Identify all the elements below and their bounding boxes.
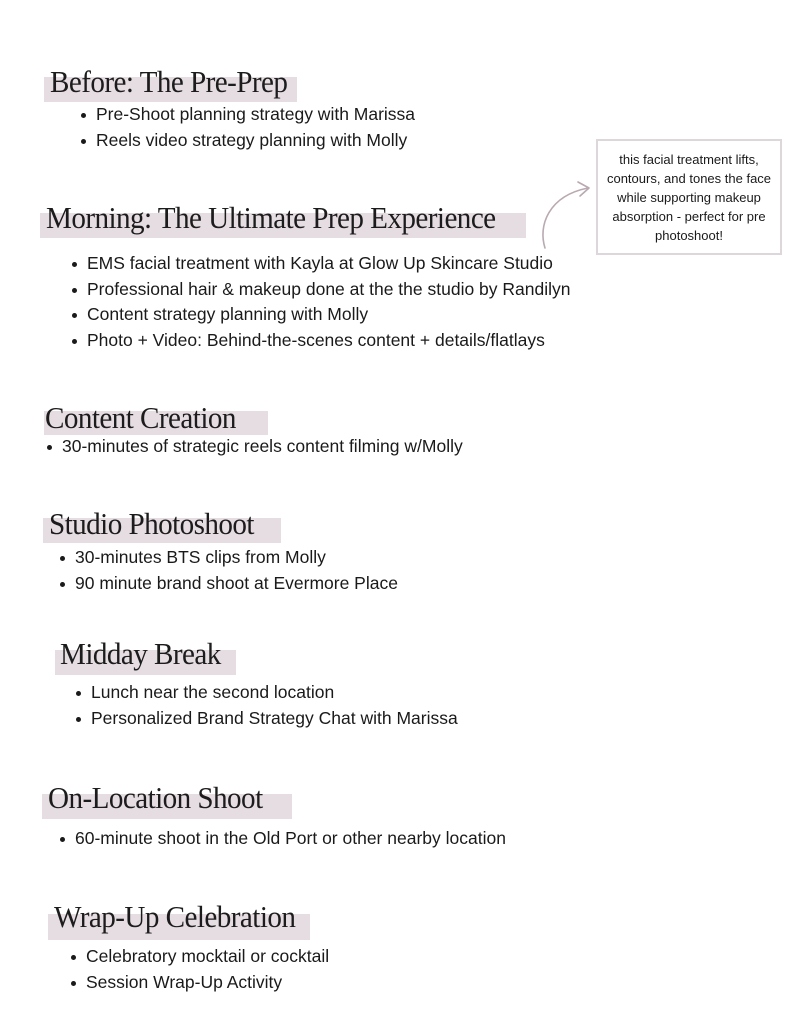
section-heading: Before: The Pre-Prep xyxy=(50,64,288,99)
section-heading: On-Location Shoot xyxy=(48,780,263,815)
list-item: Reels video strategy planning with Molly xyxy=(78,128,415,154)
list-item: 60-minute shoot in the Old Port or other nearby location xyxy=(57,826,506,852)
section-heading: Wrap-Up Celebration xyxy=(54,899,296,934)
bullet-list xyxy=(69,251,571,353)
section-heading: Morning: The Ultimate Prep Experience xyxy=(46,200,496,235)
bullet-list xyxy=(57,826,506,852)
list-item: Professional hair & makeup done at the the studio by Randilyn xyxy=(69,277,571,303)
bullet-list xyxy=(78,102,415,153)
bullet-list xyxy=(57,545,398,596)
annotation-note xyxy=(596,139,782,255)
section-heading: Content Creation xyxy=(45,400,236,435)
list-item: 90 minute brand shoot at Evermore Place xyxy=(57,571,398,597)
list-item: Session Wrap-Up Activity xyxy=(68,970,329,996)
list-item: Content strategy planning with Molly xyxy=(69,302,571,328)
bullet-list xyxy=(73,680,458,731)
bullet-list xyxy=(44,434,463,460)
list-item: Personalized Brand Strategy Chat with Marissa xyxy=(73,706,458,732)
section-heading: Studio Photoshoot xyxy=(49,506,254,541)
bullet-list xyxy=(68,944,329,995)
list-item: EMS facial treatment with Kayla at Glow Up Skincare Studio xyxy=(69,251,571,277)
list-item: Celebratory mocktail or cocktail xyxy=(68,944,329,970)
list-item: Pre-Shoot planning strategy with Marissa xyxy=(78,102,415,128)
list-item: 30-minutes BTS clips from Molly xyxy=(57,545,398,571)
curved-arrow-icon xyxy=(536,180,596,252)
list-item: Lunch near the second location xyxy=(73,680,458,706)
list-item: Photo + Video: Behind-the-scenes content + details/flatlays xyxy=(69,328,571,354)
section-heading: Midday Break xyxy=(60,636,221,671)
list-item: 30-minutes of strategic reels content filming w/Molly xyxy=(44,434,463,460)
annotation-note-text: this facial treatment lifts, contours, and tones the face while supporting makeup absorption - perfect for pre photoshoot! xyxy=(606,152,772,243)
